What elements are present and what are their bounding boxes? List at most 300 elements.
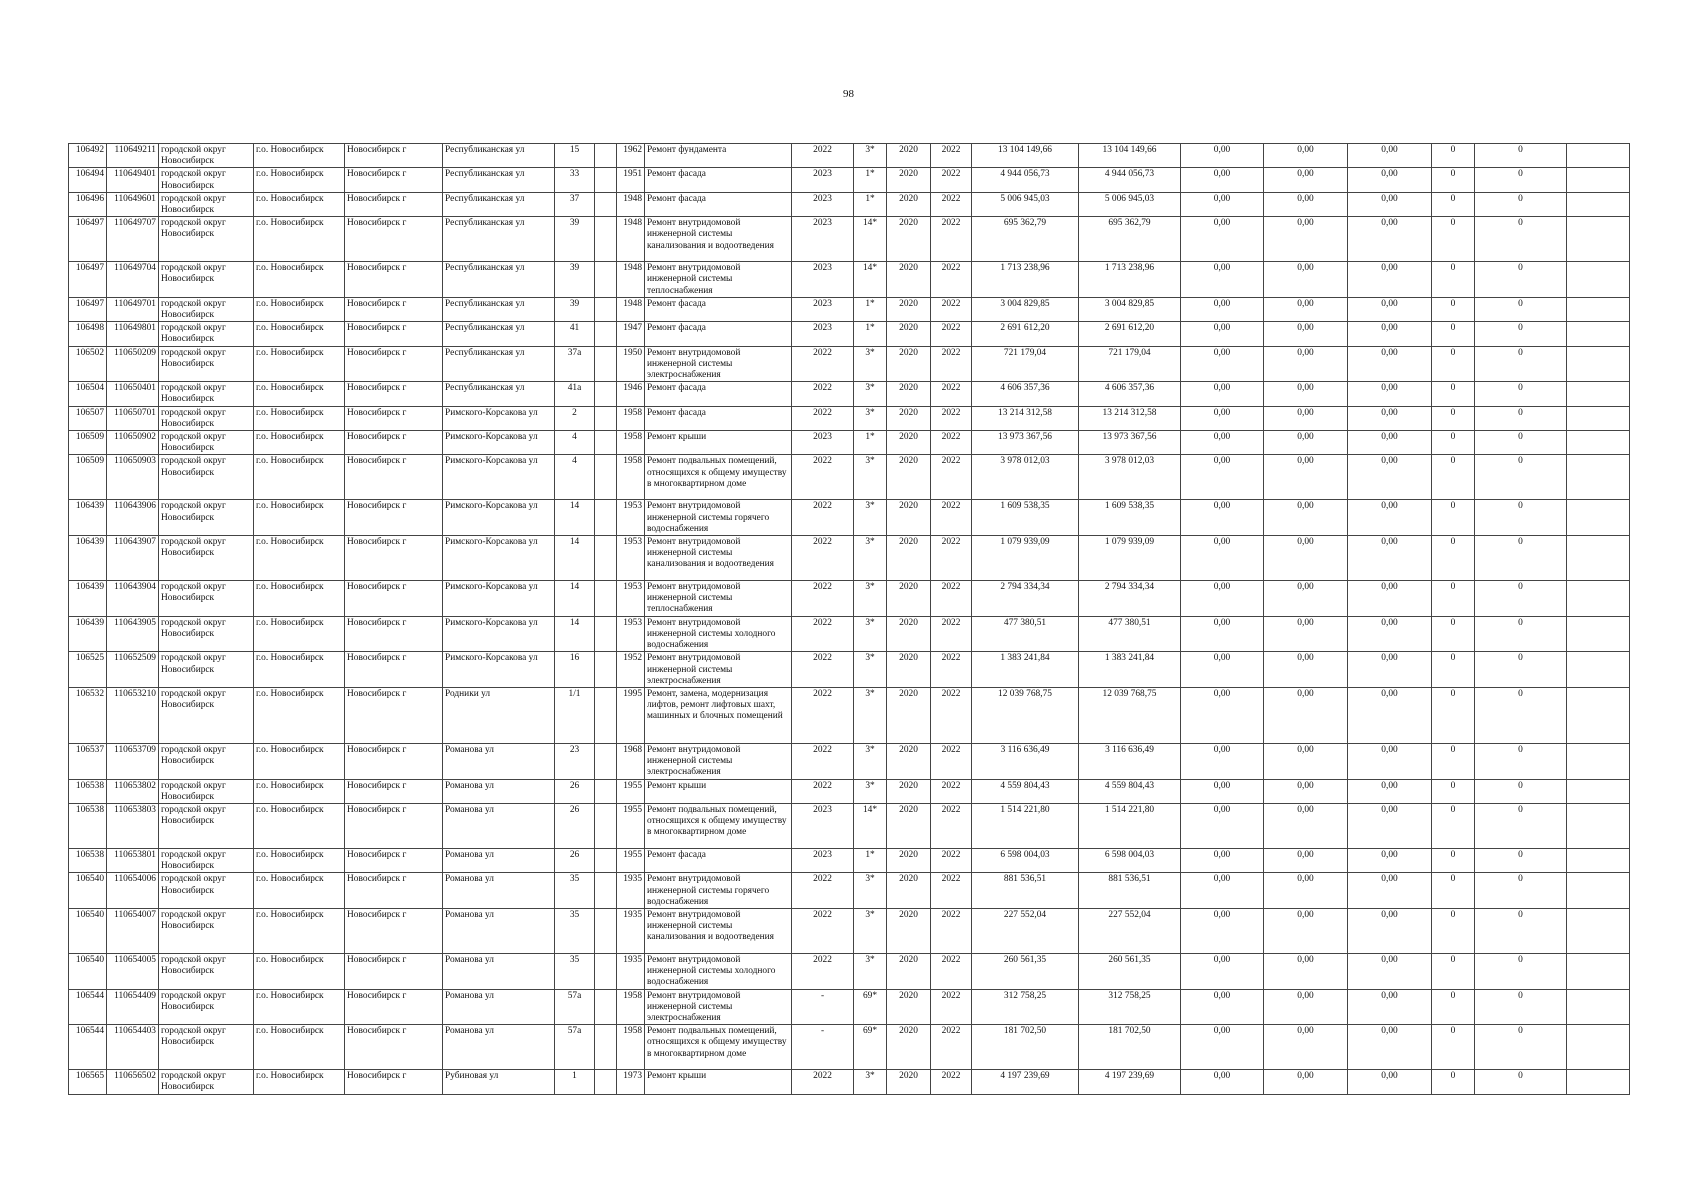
cell-house-number: 35 <box>555 908 595 953</box>
cell-municipality: городской округ Новосибирск <box>159 455 254 500</box>
cell-plan-year: 2023 <box>792 297 854 321</box>
cell-locality: Новосибирск г <box>345 500 443 536</box>
cell-owners-amount: 0 <box>1475 297 1567 321</box>
cell-municipality: городской округ Новосибирск <box>159 217 254 262</box>
cell-street: Родники ул <box>443 687 555 743</box>
cell-total-cost: 3 116 636,49 <box>972 743 1079 779</box>
cell-extra <box>1567 431 1630 455</box>
cell-cost-regional: 0,00 <box>1264 382 1348 406</box>
table-row <box>69 431 1630 455</box>
cell-building <box>595 908 617 953</box>
cell-cost-federal: 0,00 <box>1181 743 1264 779</box>
cell-house-id: 106439 <box>69 536 107 581</box>
cell-cost-owners: 0 <box>1432 581 1475 617</box>
cell-house-number: 4 <box>555 455 595 500</box>
cell-cost-federal: 0,00 <box>1181 346 1264 382</box>
table-row <box>69 1070 1630 1094</box>
cell-cost-fund: 1 609 538,35 <box>1079 500 1181 536</box>
cell-house-number: 37а <box>555 346 595 382</box>
cell-build-year: 1953 <box>617 616 645 652</box>
cell-work-id: 110649601 <box>107 192 159 216</box>
cell-owners-amount: 0 <box>1475 536 1567 581</box>
cell-period-start: 2020 <box>887 406 931 430</box>
cell-house-id: 106504 <box>69 382 107 406</box>
cell-municipal-district: г.о. Новосибирск <box>254 908 345 953</box>
cell-work-id: 110649701 <box>107 297 159 321</box>
cell-house-number: 1/1 <box>555 687 595 743</box>
cell-municipality: городской округ Новосибирск <box>159 382 254 406</box>
cell-period-end: 2022 <box>931 1070 972 1094</box>
cell-cost-local: 0,00 <box>1348 581 1432 617</box>
cell-building <box>595 848 617 872</box>
cell-cost-regional: 0,00 <box>1264 297 1348 321</box>
cell-municipality: городской округ Новосибирск <box>159 262 254 298</box>
cell-house-id: 106532 <box>69 687 107 743</box>
cell-period-end: 2022 <box>931 652 972 688</box>
page-number: 98 <box>843 88 854 100</box>
cell-locality: Новосибирск г <box>345 297 443 321</box>
cell-build-year: 1948 <box>617 217 645 262</box>
cell-municipal-district: г.о. Новосибирск <box>254 848 345 872</box>
cell-building <box>595 779 617 803</box>
cell-period-start: 2020 <box>887 536 931 581</box>
cell-locality: Новосибирск г <box>345 346 443 382</box>
cell-period-start: 2020 <box>887 346 931 382</box>
table-row <box>69 873 1630 909</box>
cell-plan-year: 2022 <box>792 687 854 743</box>
cell-house-number: 14 <box>555 581 595 617</box>
cell-work-type: Ремонт внутридомовой инженерной системы холодного водоснабжения <box>645 953 792 989</box>
cell-cost-local: 0,00 <box>1348 953 1432 989</box>
cell-owners-amount: 0 <box>1475 581 1567 617</box>
cell-house-number: 14 <box>555 616 595 652</box>
cell-cost-regional: 0,00 <box>1264 989 1348 1025</box>
cell-street: Романова ул <box>443 1025 555 1070</box>
table-row <box>69 908 1630 953</box>
cell-cost-local: 0,00 <box>1348 217 1432 262</box>
cell-cost-regional: 0,00 <box>1264 536 1348 581</box>
cell-total-cost: 3 004 829,85 <box>972 297 1079 321</box>
cell-municipal-district: г.о. Новосибирск <box>254 1025 345 1070</box>
cell-municipality: городской округ Новосибирск <box>159 652 254 688</box>
cell-owners-amount: 0 <box>1475 908 1567 953</box>
cell-house-id: 106538 <box>69 848 107 872</box>
cell-locality: Новосибирск г <box>345 953 443 989</box>
cell-cost-fund: 227 552,04 <box>1079 908 1181 953</box>
cell-street: Романова ул <box>443 873 555 909</box>
cell-municipal-district: г.о. Новосибирск <box>254 652 345 688</box>
cell-cost-regional: 0,00 <box>1264 1025 1348 1070</box>
cell-work-type: Ремонт, замена, модернизация лифтов, ремонт лифтовых шахт, машинных и блочных помещений <box>645 687 792 743</box>
cell-locality: Новосибирск г <box>345 803 443 848</box>
cell-building <box>595 803 617 848</box>
cell-extra <box>1567 217 1630 262</box>
cell-total-cost: 227 552,04 <box>972 908 1079 953</box>
cell-cost-regional: 0,00 <box>1264 262 1348 298</box>
cell-cost-owners: 0 <box>1432 908 1475 953</box>
cell-cost-fund: 4 559 804,43 <box>1079 779 1181 803</box>
cell-street: Римского-Корсакова ул <box>443 536 555 581</box>
cell-plan-year: 2023 <box>792 848 854 872</box>
cell-extra <box>1567 1070 1630 1094</box>
cell-house-number: 4 <box>555 431 595 455</box>
cell-municipal-district: г.о. Новосибирск <box>254 262 345 298</box>
cell-locality: Новосибирск г <box>345 455 443 500</box>
cell-period-end: 2022 <box>931 779 972 803</box>
cell-cost-federal: 0,00 <box>1181 192 1264 216</box>
cell-work-id: 110653803 <box>107 803 159 848</box>
cell-work-type: Ремонт фасада <box>645 382 792 406</box>
cell-municipality: городской округ Новосибирск <box>159 687 254 743</box>
cell-work-type: Ремонт крыши <box>645 779 792 803</box>
cell-cost-local: 0,00 <box>1348 168 1432 192</box>
cell-house-number: 41 <box>555 322 595 346</box>
cell-period-start: 2020 <box>887 1025 931 1070</box>
cell-work-type: Ремонт подвальных помещений, относящихся к общему имуществу в многоквартирном доме <box>645 803 792 848</box>
cell-building <box>595 455 617 500</box>
table-row <box>69 217 1630 262</box>
cell-build-year: 1946 <box>617 382 645 406</box>
cell-period-start: 2020 <box>887 743 931 779</box>
cell-work-type: Ремонт фасада <box>645 322 792 346</box>
table-row <box>69 687 1630 743</box>
cell-owners-amount: 0 <box>1475 406 1567 430</box>
cell-cost-regional: 0,00 <box>1264 1070 1348 1094</box>
cell-municipality: городской округ Новосибирск <box>159 989 254 1025</box>
cell-work-id: 110643906 <box>107 500 159 536</box>
cell-cost-federal: 0,00 <box>1181 500 1264 536</box>
cell-plan-year: 2023 <box>792 217 854 262</box>
cell-total-cost: 4 944 056,73 <box>972 168 1079 192</box>
cell-extra <box>1567 581 1630 617</box>
cell-extra <box>1567 455 1630 500</box>
cell-build-year: 1935 <box>617 953 645 989</box>
cell-note: 3* <box>854 382 887 406</box>
cell-house-id: 106439 <box>69 500 107 536</box>
cell-cost-owners: 0 <box>1432 406 1475 430</box>
cell-work-type: Ремонт подвальных помещений, относящихся к общему имуществу в многоквартирном доме <box>645 455 792 500</box>
cell-building <box>595 192 617 216</box>
cell-work-id: 110643905 <box>107 616 159 652</box>
table-row <box>69 953 1630 989</box>
cell-cost-federal: 0,00 <box>1181 455 1264 500</box>
cell-locality: Новосибирск г <box>345 873 443 909</box>
cell-total-cost: 2 794 334,34 <box>972 581 1079 617</box>
cell-locality: Новосибирск г <box>345 322 443 346</box>
cell-cost-local: 0,00 <box>1348 779 1432 803</box>
cell-cost-owners: 0 <box>1432 1070 1475 1094</box>
cell-plan-year: 2023 <box>792 322 854 346</box>
cell-building <box>595 652 617 688</box>
cell-cost-owners: 0 <box>1432 346 1475 382</box>
cell-build-year: 1953 <box>617 581 645 617</box>
cell-period-end: 2022 <box>931 382 972 406</box>
cell-cost-fund: 5 006 945,03 <box>1079 192 1181 216</box>
cell-cost-fund: 721 179,04 <box>1079 346 1181 382</box>
cell-building <box>595 382 617 406</box>
cell-house-id: 106494 <box>69 168 107 192</box>
cell-note: 3* <box>854 687 887 743</box>
table-row <box>69 803 1630 848</box>
cell-cost-owners: 0 <box>1432 322 1475 346</box>
cell-extra <box>1567 908 1630 953</box>
table-row <box>69 144 1630 168</box>
cell-period-start: 2020 <box>887 1070 931 1094</box>
cell-locality: Новосибирск г <box>345 431 443 455</box>
cell-work-type: Ремонт фундамента <box>645 144 792 168</box>
cell-house-number: 39 <box>555 262 595 298</box>
cell-note: 3* <box>854 953 887 989</box>
cell-cost-owners: 0 <box>1432 743 1475 779</box>
cell-period-start: 2020 <box>887 616 931 652</box>
cell-period-start: 2020 <box>887 500 931 536</box>
cell-total-cost: 721 179,04 <box>972 346 1079 382</box>
cell-building <box>595 989 617 1025</box>
cell-work-type: Ремонт внутридомовой инженерной системы канализования и водоотведения <box>645 908 792 953</box>
cell-cost-local: 0,00 <box>1348 873 1432 909</box>
cell-cost-owners: 0 <box>1432 1025 1475 1070</box>
cell-municipality: городской округ Новосибирск <box>159 536 254 581</box>
cell-period-start: 2020 <box>887 908 931 953</box>
cell-period-end: 2022 <box>931 431 972 455</box>
cell-build-year: 1958 <box>617 406 645 430</box>
cell-street: Романова ул <box>443 989 555 1025</box>
cell-street: Римского-Корсакова ул <box>443 652 555 688</box>
cell-cost-local: 0,00 <box>1348 908 1432 953</box>
cell-municipal-district: г.о. Новосибирск <box>254 581 345 617</box>
cell-cost-owners: 0 <box>1432 873 1475 909</box>
cell-cost-fund: 3 004 829,85 <box>1079 297 1181 321</box>
cell-municipal-district: г.о. Новосибирск <box>254 1070 345 1094</box>
cell-cost-regional: 0,00 <box>1264 687 1348 743</box>
cell-municipal-district: г.о. Новосибирск <box>254 953 345 989</box>
cell-note: 3* <box>854 743 887 779</box>
cell-owners-amount: 0 <box>1475 217 1567 262</box>
cell-owners-amount: 0 <box>1475 455 1567 500</box>
cell-note: 3* <box>854 455 887 500</box>
cell-locality: Новосибирск г <box>345 406 443 430</box>
cell-street: Романова ул <box>443 908 555 953</box>
cell-plan-year: 2023 <box>792 192 854 216</box>
cell-cost-regional: 0,00 <box>1264 168 1348 192</box>
cell-extra <box>1567 382 1630 406</box>
cell-owners-amount: 0 <box>1475 1025 1567 1070</box>
cell-cost-federal: 0,00 <box>1181 848 1264 872</box>
cell-work-id: 110643907 <box>107 536 159 581</box>
cell-cost-regional: 0,00 <box>1264 455 1348 500</box>
cell-work-id: 110653709 <box>107 743 159 779</box>
cell-building <box>595 168 617 192</box>
cell-build-year: 1958 <box>617 431 645 455</box>
cell-cost-federal: 0,00 <box>1181 382 1264 406</box>
cell-cost-regional: 0,00 <box>1264 431 1348 455</box>
table-row <box>69 346 1630 382</box>
cell-house-number: 35 <box>555 953 595 989</box>
cell-plan-year: 2022 <box>792 908 854 953</box>
cell-cost-federal: 0,00 <box>1181 989 1264 1025</box>
cell-locality: Новосибирск г <box>345 616 443 652</box>
cell-period-end: 2022 <box>931 581 972 617</box>
cell-cost-federal: 0,00 <box>1181 953 1264 989</box>
cell-street: Романова ул <box>443 743 555 779</box>
cell-plan-year: 2022 <box>792 743 854 779</box>
cell-note: 14* <box>854 262 887 298</box>
cell-period-end: 2022 <box>931 848 972 872</box>
cell-work-type: Ремонт внутридомовой инженерной системы электроснабжения <box>645 989 792 1025</box>
cell-work-id: 110650209 <box>107 346 159 382</box>
cell-house-id: 106439 <box>69 581 107 617</box>
cell-total-cost: 2 691 612,20 <box>972 322 1079 346</box>
cell-work-type: Ремонт фасада <box>645 192 792 216</box>
cell-build-year: 1955 <box>617 848 645 872</box>
cell-owners-amount: 0 <box>1475 803 1567 848</box>
cell-work-type: Ремонт внутридомовой инженерной системы электроснабжения <box>645 743 792 779</box>
cell-cost-owners: 0 <box>1432 536 1475 581</box>
cell-cost-local: 0,00 <box>1348 500 1432 536</box>
cell-plan-year: - <box>792 1025 854 1070</box>
cell-owners-amount: 0 <box>1475 431 1567 455</box>
cell-period-start: 2020 <box>887 217 931 262</box>
cell-cost-fund: 3 116 636,49 <box>1079 743 1181 779</box>
cell-house-number: 39 <box>555 297 595 321</box>
cell-street: Республиканская ул <box>443 322 555 346</box>
cell-cost-regional: 0,00 <box>1264 652 1348 688</box>
cell-work-type: Ремонт подвальных помещений, относящихся к общему имуществу в многоквартирном доме <box>645 1025 792 1070</box>
cell-plan-year: 2022 <box>792 536 854 581</box>
cell-house-id: 106565 <box>69 1070 107 1094</box>
cell-owners-amount: 0 <box>1475 873 1567 909</box>
cell-note: 3* <box>854 873 887 909</box>
cell-note: 3* <box>854 652 887 688</box>
cell-cost-owners: 0 <box>1432 687 1475 743</box>
cell-cost-owners: 0 <box>1432 848 1475 872</box>
cell-owners-amount: 0 <box>1475 687 1567 743</box>
cell-plan-year: 2022 <box>792 652 854 688</box>
cell-cost-owners: 0 <box>1432 431 1475 455</box>
cell-street: Рубиновая ул <box>443 1070 555 1094</box>
cell-cost-fund: 1 514 221,80 <box>1079 803 1181 848</box>
cell-municipal-district: г.о. Новосибирск <box>254 431 345 455</box>
cell-house-id: 106497 <box>69 262 107 298</box>
table-row <box>69 743 1630 779</box>
cell-period-start: 2020 <box>887 873 931 909</box>
cell-period-end: 2022 <box>931 803 972 848</box>
cell-cost-federal: 0,00 <box>1181 873 1264 909</box>
cell-municipal-district: г.о. Новосибирск <box>254 217 345 262</box>
cell-total-cost: 1 713 238,96 <box>972 262 1079 298</box>
cell-extra <box>1567 652 1630 688</box>
cell-cost-regional: 0,00 <box>1264 144 1348 168</box>
cell-note: 1* <box>854 322 887 346</box>
cell-cost-regional: 0,00 <box>1264 848 1348 872</box>
cell-building <box>595 743 617 779</box>
cell-cost-fund: 1 713 238,96 <box>1079 262 1181 298</box>
cell-house-number: 14 <box>555 536 595 581</box>
cell-plan-year: - <box>792 989 854 1025</box>
cell-work-id: 110650701 <box>107 406 159 430</box>
cell-build-year: 1935 <box>617 908 645 953</box>
cell-work-type: Ремонт внутридомовой инженерной системы теплоснабжения <box>645 262 792 298</box>
cell-cost-owners: 0 <box>1432 953 1475 989</box>
cell-house-number: 41а <box>555 382 595 406</box>
cell-note: 3* <box>854 1070 887 1094</box>
cell-building <box>595 500 617 536</box>
cell-owners-amount: 0 <box>1475 652 1567 688</box>
cell-build-year: 1951 <box>617 168 645 192</box>
cell-locality: Новосибирск г <box>345 144 443 168</box>
cell-cost-regional: 0,00 <box>1264 873 1348 909</box>
cell-municipality: городской округ Новосибирск <box>159 297 254 321</box>
cell-cost-owners: 0 <box>1432 455 1475 500</box>
cell-cost-regional: 0,00 <box>1264 779 1348 803</box>
cell-note: 3* <box>854 536 887 581</box>
cell-cost-local: 0,00 <box>1348 382 1432 406</box>
cell-cost-regional: 0,00 <box>1264 908 1348 953</box>
cell-locality: Новосибирск г <box>345 848 443 872</box>
cell-cost-local: 0,00 <box>1348 406 1432 430</box>
cell-house-id: 106538 <box>69 803 107 848</box>
cell-house-number: 2 <box>555 406 595 430</box>
cell-total-cost: 12 039 768,75 <box>972 687 1079 743</box>
cell-street: Романова ул <box>443 779 555 803</box>
cell-period-start: 2020 <box>887 687 931 743</box>
cell-cost-regional: 0,00 <box>1264 406 1348 430</box>
cell-work-type: Ремонт внутридомовой инженерной системы холодного водоснабжения <box>645 616 792 652</box>
cell-building <box>595 144 617 168</box>
cell-cost-regional: 0,00 <box>1264 217 1348 262</box>
cell-period-end: 2022 <box>931 989 972 1025</box>
cell-cost-local: 0,00 <box>1348 743 1432 779</box>
cell-cost-owners: 0 <box>1432 192 1475 216</box>
cell-work-type: Ремонт внутридомовой инженерной системы канализования и водоотведения <box>645 217 792 262</box>
cell-work-id: 110652509 <box>107 652 159 688</box>
cell-work-id: 110653210 <box>107 687 159 743</box>
cell-work-type: Ремонт внутридомовой инженерной системы канализования и водоотведения <box>645 536 792 581</box>
cell-house-number: 14 <box>555 500 595 536</box>
cell-period-end: 2022 <box>931 455 972 500</box>
cell-period-start: 2020 <box>887 652 931 688</box>
cell-total-cost: 6 598 004,03 <box>972 848 1079 872</box>
cell-street: Римского-Корсакова ул <box>443 616 555 652</box>
cell-plan-year: 2022 <box>792 382 854 406</box>
cell-house-id: 106544 <box>69 1025 107 1070</box>
cell-house-id: 106538 <box>69 779 107 803</box>
cell-locality: Новосибирск г <box>345 581 443 617</box>
cell-locality: Новосибирск г <box>345 779 443 803</box>
cell-locality: Новосибирск г <box>345 1070 443 1094</box>
cell-work-id: 110654007 <box>107 908 159 953</box>
cell-cost-regional: 0,00 <box>1264 346 1348 382</box>
cell-house-id: 106537 <box>69 743 107 779</box>
cell-house-number: 26 <box>555 803 595 848</box>
cell-owners-amount: 0 <box>1475 743 1567 779</box>
cell-work-type: Ремонт фасада <box>645 168 792 192</box>
cell-building <box>595 322 617 346</box>
cell-total-cost: 13 973 367,56 <box>972 431 1079 455</box>
cell-period-end: 2022 <box>931 192 972 216</box>
cell-cost-local: 0,00 <box>1348 616 1432 652</box>
cell-municipality: городской округ Новосибирск <box>159 873 254 909</box>
cell-period-end: 2022 <box>931 536 972 581</box>
cell-note: 3* <box>854 616 887 652</box>
table-row <box>69 989 1630 1025</box>
cell-period-end: 2022 <box>931 616 972 652</box>
cell-build-year: 1973 <box>617 1070 645 1094</box>
cell-cost-fund: 13 973 367,56 <box>1079 431 1181 455</box>
cell-house-number: 1 <box>555 1070 595 1094</box>
cell-work-id: 110650903 <box>107 455 159 500</box>
table-row <box>69 616 1630 652</box>
